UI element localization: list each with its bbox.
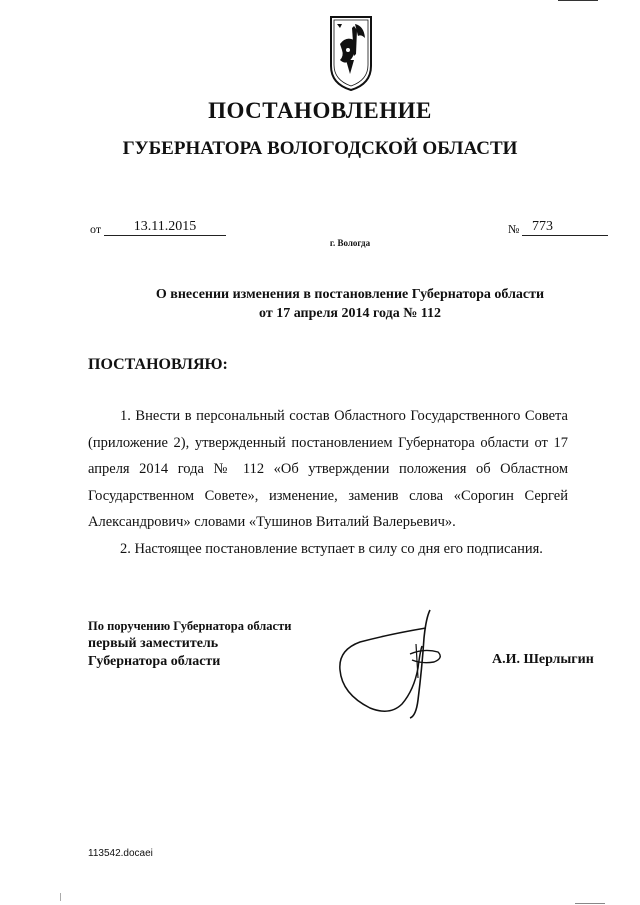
date-label: от: [90, 222, 102, 236]
signatory-title: [88, 617, 291, 671]
resolve-heading: ПОСТАНОВЛЯЮ:: [88, 356, 228, 373]
signatory-line-3: Губернатора области: [88, 654, 221, 669]
handwritten-signature: [330, 608, 460, 720]
paragraph-2: 2. Настоящее постановление вступает в силу со дня его подписания.: [120, 540, 543, 557]
scan-edge-tick: [60, 893, 61, 901]
body-text: [88, 403, 568, 562]
subject-line-2: от 17 апреля 2014 года № 112: [259, 306, 441, 321]
date-value: 13.11.2015: [104, 219, 226, 236]
signatory-line-1: По поручению Губернатора области: [88, 619, 292, 633]
file-identifier: 113542.docaei: [88, 848, 153, 859]
subject-line-1: О внесении изменения в постановление Губернатора области: [155, 287, 545, 302]
signatory-line-2: первый заместитель: [88, 636, 219, 651]
number-label: №: [508, 222, 520, 236]
scan-edge-mark-bottom: [575, 903, 605, 904]
paragraph-1: 1. Внести в персональный состав Областного Государственного Совета (приложение 2), утвержденный постановлением Губернатора области от 17 апреля 2014 года № 112 «Об утверждении положения об Областном Государственном Совете», изменение, заменив слова «Сорогин Сергей Александрович» словами «Тушинов Виталий Валерьевич».: [88, 408, 568, 530]
city-label: г. Вологда: [329, 238, 371, 248]
coat-of-arms-icon: [328, 14, 374, 92]
subject-heading: [0, 285, 640, 323]
signer-name: А.И. Шерлыгин: [492, 652, 594, 667]
document-subtitle: ГУБЕРНАТОРА ВОЛОГОДСКОЙ ОБЛАСТИ: [122, 138, 518, 159]
document-title: ПОСТАНОВЛЕНИЕ: [208, 98, 432, 123]
scan-edge-mark: [558, 0, 598, 1]
number-value: 773: [522, 219, 608, 236]
